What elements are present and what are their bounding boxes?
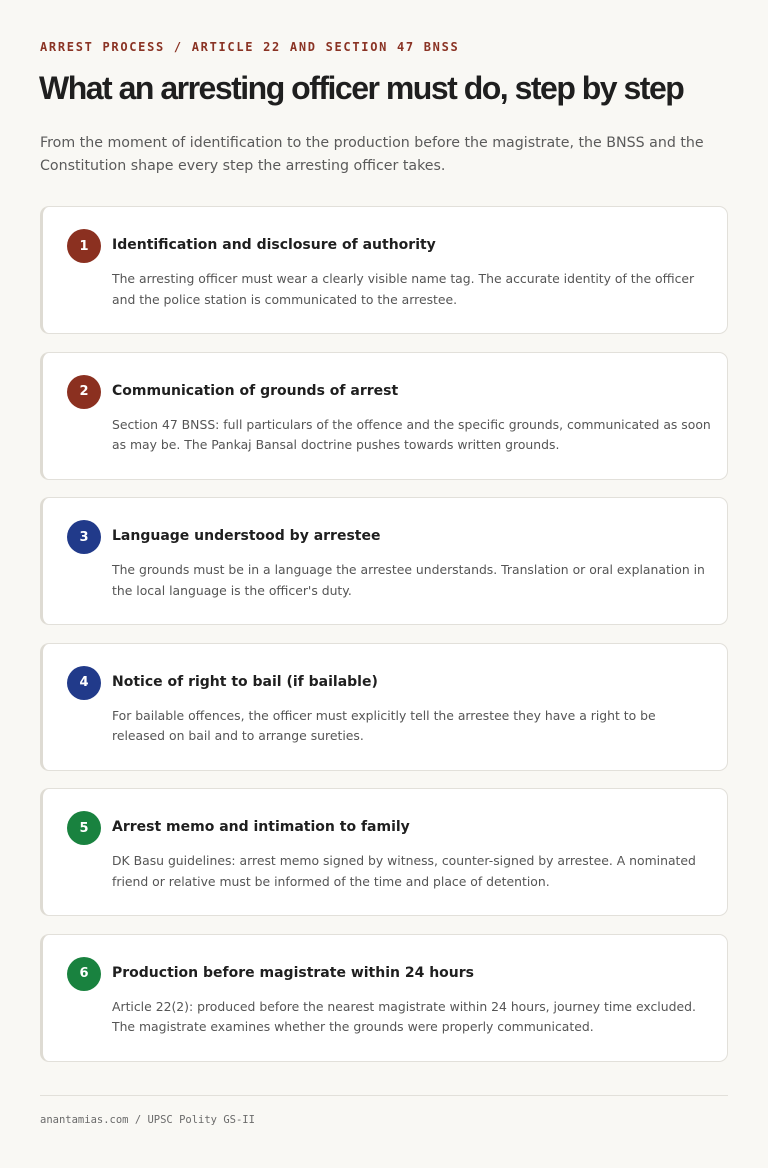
step-title: Language understood by arrestee xyxy=(112,528,381,544)
footer-credit: anantamias.com / UPSC Polity GS-II xyxy=(40,1114,255,1126)
step-card-3 xyxy=(40,497,728,625)
step-title: Arrest memo and intimation to family xyxy=(112,819,410,835)
footer-divider xyxy=(40,1095,728,1096)
step-card-1 xyxy=(40,206,728,334)
step-card-6 xyxy=(40,934,728,1062)
step-description: DK Basu guidelines: arrest memo signed by witness, counter-signed by arrestee. A nominated friend or relative must be informed of the time and place of detention. xyxy=(112,853,696,889)
step-number-badge: 4 xyxy=(67,666,101,700)
step-number-badge: 3 xyxy=(67,520,101,554)
page-title: What an arresting officer must do, step by step xyxy=(39,70,684,106)
step-number-badge: 6 xyxy=(67,957,101,991)
step-card-4 xyxy=(40,643,728,771)
step-description: The arresting officer must wear a clearly visible name tag. The accurate identity of the officer and the police station is communicated to the arrestee. xyxy=(112,271,695,307)
step-description: Article 22(2): produced before the nearest magistrate within 24 hours, journey time excluded. The magistrate examines whether the grounds were properly communicated. xyxy=(112,998,696,1034)
step-description: The grounds must be in a language the arrestee understands. Translation or oral explanation in the local language is the officer's duty. xyxy=(112,562,705,598)
step-description: For bailable offences, the officer must explicitly tell the arrestee they have a right to be released on bail and to arrange sureties. xyxy=(112,707,656,743)
step-card-2 xyxy=(40,352,728,480)
step-title: Production before magistrate within 24 hours xyxy=(112,964,474,981)
step-title: Communication of grounds of arrest xyxy=(112,382,399,399)
page-subtitle: From the moment of identification to the production before the magistrate, the BNSS and the Constitution shape every step the arresting officer takes. xyxy=(40,135,704,174)
step-title: Identification and disclosure of authority xyxy=(112,237,436,253)
step-number-badge: 2 xyxy=(67,375,101,409)
step-description: Section 47 BNSS: full particulars of the offence and the specific grounds, communicated as soon as may be. The Pankaj Bansal doctrine pushes towards written grounds. xyxy=(112,416,711,452)
step-card-5 xyxy=(40,788,728,916)
step-number-badge: 1 xyxy=(67,229,101,263)
step-number-badge: 5 xyxy=(67,811,101,845)
step-title: Notice of right to bail (if bailable) xyxy=(112,673,378,690)
eyebrow: ARREST PROCESS / ARTICLE 22 AND SECTION 47 BNSS xyxy=(40,40,460,54)
steps-list xyxy=(40,206,728,1079)
